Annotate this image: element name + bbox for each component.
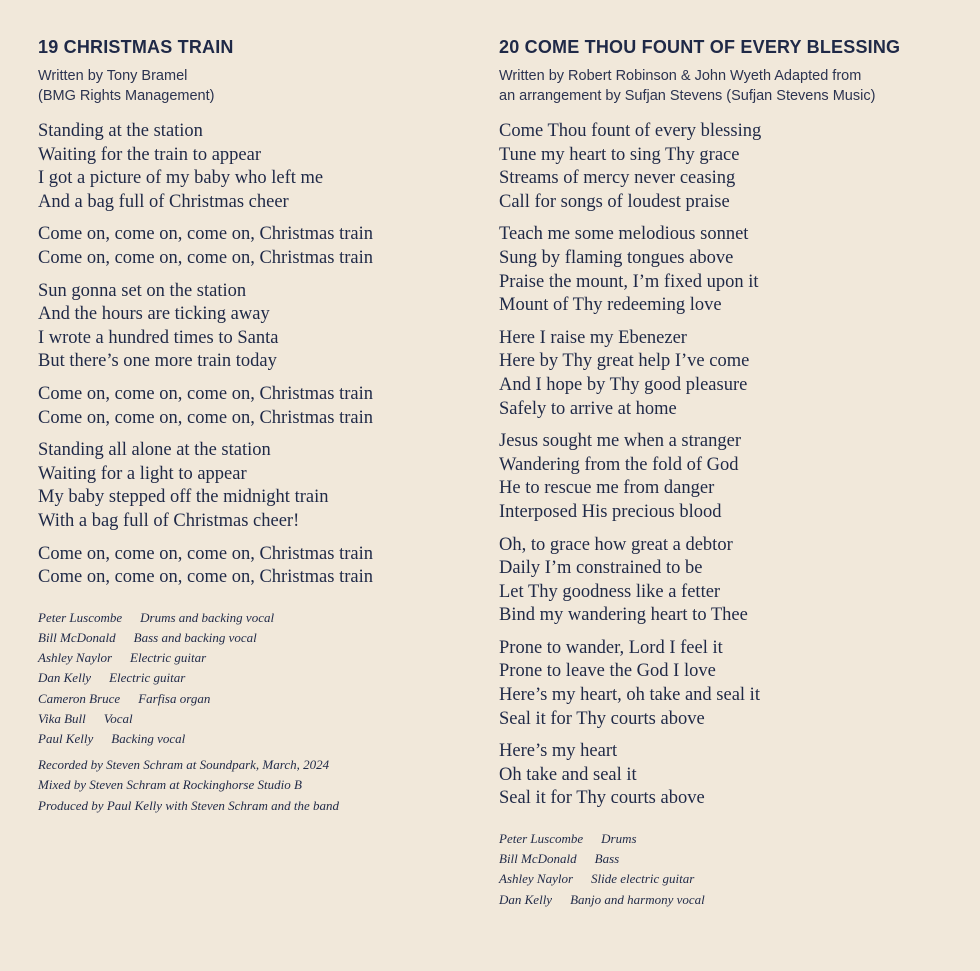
stanza [38, 280, 458, 374]
musician-name: Dan Kelly [499, 891, 553, 907]
lyric-line: Come on, come on, come on, Christmas train [38, 543, 373, 564]
lyric-line: Standing at the station [38, 121, 203, 141]
musician-name: Peter Luscombe [38, 609, 123, 625]
lyric-line: Seal it for Thy courts above [499, 788, 705, 809]
stanza [499, 223, 959, 317]
lyric-line: Seal it for Thy courts above [499, 708, 705, 729]
musician-name: Ashley Naylor [499, 871, 574, 887]
stanza [499, 327, 959, 421]
musician-name: Vika Bull [38, 710, 86, 726]
lyric-line: Jesus sought me when a stranger [499, 431, 741, 452]
song-19-column [38, 36, 458, 816]
lyric-line: Mount of Thy redeeming love [499, 295, 722, 316]
personnel-list [499, 829, 959, 910]
lyric-line: Bind my wandering heart to Thee [499, 605, 748, 626]
musician-role: Slide electric guitar [591, 871, 695, 887]
songwriter-credit [499, 66, 959, 106]
lyric-line: Let Thy goodness like a fetter [499, 581, 721, 602]
credit-line: an arrangement by Sufjan Stevens (Sufjan Stevens Music) [499, 88, 876, 104]
stanza [38, 543, 458, 590]
lyric-line: Sun gonna set on the station [38, 280, 247, 301]
lyric-line: Oh, to grace how great a debtor [499, 534, 733, 555]
lyric-line: Come on, come on, come on, Christmas train [38, 567, 373, 588]
lyric-line: Praise the mount, I’m fixed upon it [499, 271, 759, 292]
musician-role: Electric guitar [130, 650, 207, 666]
musician-name: Bill McDonald [38, 629, 116, 645]
personnel-list [38, 608, 458, 749]
lyric-line: Here’s my heart, oh take and seal it [499, 685, 760, 706]
musician-role: Banjo and harmony vocal [570, 891, 705, 907]
musician-name: Peter Luscombe [499, 831, 584, 847]
personnel-row [38, 628, 458, 648]
lyric-line: Oh take and seal it [499, 764, 637, 785]
stanza [499, 120, 959, 214]
credit-line: (BMG Rights Management) [38, 88, 215, 104]
musician-role: Drums [601, 831, 637, 847]
lyric-line: Daily I’m constrained to be [499, 558, 703, 579]
lyric-line: Call for songs of loudest praise [499, 191, 730, 212]
personnel-row [38, 608, 458, 628]
lyric-line: Here by Thy great help I’ve come [499, 351, 750, 372]
song-20-column [499, 36, 959, 910]
lyrics [499, 120, 959, 811]
recording-line: Mixed by Steven Schram at Rockinghorse Studio B [38, 777, 302, 793]
stanza [38, 439, 458, 533]
lyric-line: Come on, come on, come on, Christmas train [38, 407, 373, 428]
stanza [38, 383, 458, 430]
stanza [499, 534, 959, 628]
lyric-line: Streams of mercy never ceasing [499, 168, 736, 189]
musician-role: Bass [594, 851, 620, 867]
lyric-line: Safely to arrive at home [499, 398, 677, 419]
lyric-line: And the hours are ticking away [38, 304, 270, 325]
lyric-line: Standing all alone at the station [38, 440, 271, 461]
musician-name: Paul Kelly [38, 730, 94, 746]
lyric-line: Come Thou fount of every blessing [499, 121, 762, 141]
recording-line: Produced by Paul Kelly with Steven Schram and the band [38, 797, 339, 813]
song-title: 19 CHRISTMAS TRAIN [38, 37, 234, 57]
credit-line: Written by Robert Robinson & John Wyeth Adapted from [499, 68, 862, 84]
musician-role: Vocal [103, 710, 133, 726]
personnel-row [499, 890, 959, 910]
lyric-line: Come on, come on, come on, Christmas train [38, 224, 373, 245]
lyric-line: With a bag full of Christmas cheer! [38, 510, 300, 531]
lyric-line: Waiting for a light to appear [38, 463, 247, 484]
lyric-line: Come on, come on, come on, Christmas train [38, 247, 373, 268]
song-title: 20 COME THOU FOUNT OF EVERY BLESSING [499, 37, 901, 57]
personnel-row [499, 849, 959, 869]
lyric-line: I wrote a hundred times to Santa [38, 327, 279, 348]
lyric-line: Prone to leave the God I love [499, 661, 716, 682]
lyric-line: Tune my heart to sing Thy grace [499, 144, 740, 165]
musician-name: Ashley Naylor [38, 650, 113, 666]
lyric-line: Come on, come on, come on, Christmas train [38, 383, 373, 404]
lyric-line: But there’s one more train today [38, 351, 277, 372]
musician-role: Farfisa organ [138, 690, 211, 706]
lyric-line: Sung by flaming tongues above [499, 247, 734, 268]
personnel-row [38, 648, 458, 668]
recording-credits [38, 755, 458, 816]
lyric-line: My baby stepped off the midnight train [38, 487, 329, 508]
musician-role: Electric guitar [109, 670, 186, 686]
lyric-line: Waiting for the train to appear [38, 144, 261, 165]
lyric-line: He to rescue me from danger [499, 478, 715, 499]
personnel-row [499, 829, 959, 849]
personnel-row [38, 689, 458, 709]
stanza [499, 637, 959, 731]
lyric-line: I got a picture of my baby who left me [38, 168, 324, 189]
lyric-line: And a bag full of Christmas cheer [38, 191, 289, 212]
recording-line: Recorded by Steven Schram at Soundpark, March, 2024 [38, 757, 330, 773]
stanza [38, 120, 458, 214]
songwriter-credit [38, 66, 458, 106]
stanza [38, 223, 458, 270]
lyric-line: Here I raise my Ebenezer [499, 327, 687, 348]
musician-name: Dan Kelly [38, 670, 92, 686]
lyric-line: Prone to wander, Lord I feel it [499, 637, 723, 658]
lyric-line: Teach me some melodious sonnet [499, 224, 749, 245]
personnel-row [38, 668, 458, 688]
musician-role: Backing vocal [111, 730, 186, 746]
lyric-line: Interposed His precious blood [499, 501, 722, 522]
credit-line: Written by Tony Bramel [38, 68, 188, 84]
stanza [499, 430, 959, 524]
personnel-row [499, 869, 959, 889]
lyrics [38, 120, 458, 590]
lyric-line: Wandering from the fold of God [499, 454, 739, 475]
personnel-row [38, 709, 458, 729]
musician-role: Drums and backing vocal [140, 609, 275, 625]
musician-role: Bass and backing vocal [133, 629, 257, 645]
stanza [499, 740, 959, 811]
lyric-line: Here’s my heart [499, 741, 618, 762]
musician-name: Cameron Bruce [38, 690, 121, 706]
personnel-row [38, 729, 458, 749]
musician-name: Bill McDonald [499, 851, 577, 867]
lyric-line: And I hope by Thy good pleasure [499, 374, 748, 395]
